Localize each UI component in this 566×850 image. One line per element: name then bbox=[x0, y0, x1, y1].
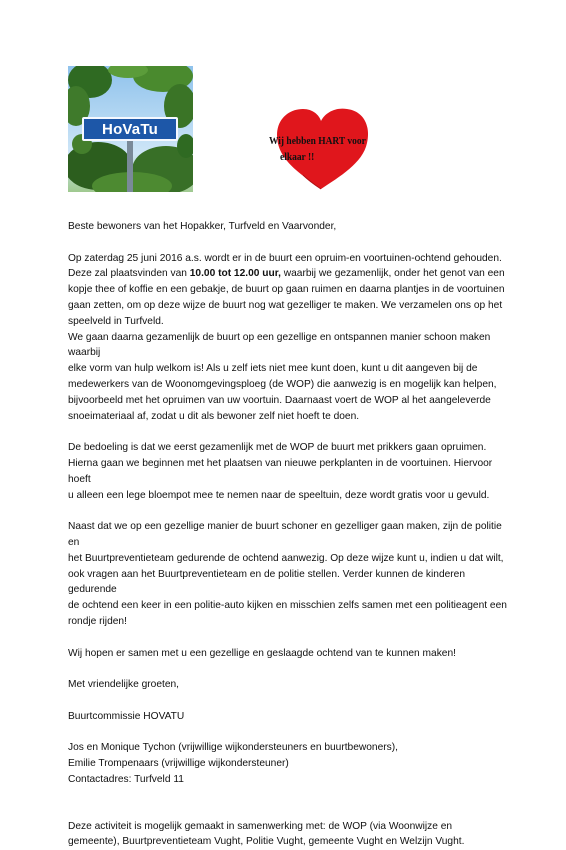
paragraph-4-line: de ochtend een keer in een politie-auto kijken en misschien zelfs samen met een politieagent een bbox=[68, 600, 507, 612]
greeting: Beste bewoners van het Hopakker, Turfveld en Vaarvonder, bbox=[68, 221, 337, 232]
sender: Buurtcommissie HOVATU bbox=[68, 710, 185, 722]
paragraph-2-line: medewerkers van de Woonomgevingsploeg (de WOP) die aanwezig is en mogelijk kan helpen, bbox=[68, 378, 497, 390]
heart-text-line1: Wij hebben HART voor bbox=[269, 135, 366, 147]
paragraph-2-line: elke vorm van hulp welkom is! Als u zelf iets niet mee kunt doen, kunt u dit aangeven bij de bbox=[68, 363, 478, 375]
signatories-line: Jos en Monique Tychon (vrijwillige wijkondersteuners en buurtbewoners), bbox=[68, 742, 398, 754]
paragraph-1-line: kopje thee of koffie en een gebakje, de buurt op gaan ruimen en daarna plantjes in de voortuinen bbox=[68, 284, 505, 296]
footer-line: gemeente), Buurtpreventieteam Vught, Politie Vught, gemeente Vught en Welzijn Vught. bbox=[68, 836, 465, 848]
paragraph-1-line: gaan zetten, om op deze wijze de buurt nog wat gezelliger te maken. We verzamelen ons op het bbox=[68, 299, 503, 311]
paragraph-1-line bbox=[68, 266, 508, 282]
letter-body bbox=[68, 219, 508, 850]
paragraph-4-line: ook vragen aan het Buurtpreventieteam en de politie stellen. Verder kunnen de kinderen gedurende bbox=[68, 568, 466, 596]
paragraph-2-line: We gaan daarna gezamenlijk de buurt op een gezellige en ontspannen manier schoon maken waarbij bbox=[68, 331, 491, 359]
paragraph-2-line: snoeimateriaal af, zodat u dit als bewoner zelf niet hoeft te doen. bbox=[68, 410, 360, 422]
hovatu-logo bbox=[68, 66, 193, 192]
paragraph-3-line: u alleen een lege bloempot mee te nemen naar de speeltuin, deze wordt gratis voor u gevuld. bbox=[68, 489, 490, 501]
paragraph-4-line: het Buurtpreventieteam gedurende de ochtend aanwezig. Op deze wijze kunt u, indien u dat wilt, bbox=[68, 552, 504, 564]
heart-text-line2: elkaar !! bbox=[280, 151, 315, 163]
text-span: Deze zal plaatsvinden van bbox=[68, 268, 190, 280]
signatories-line: Emilie Trompenaars (vrijwillige wijkondersteuner) bbox=[68, 758, 289, 770]
street-sign bbox=[82, 117, 178, 141]
paragraph-3-line: Hierna gaan we beginnen met het plaatsen van nieuwe perkplanten in de voortuinen. Hiervoor hoeft bbox=[68, 457, 493, 485]
paragraph-4-line: rondje rijden! bbox=[68, 615, 127, 627]
paragraph-1-line: speelveld in Turfveld. bbox=[68, 315, 164, 327]
paragraph-4-line: Naast dat we op een gezellige manier de buurt schoner en gezelliger gaan maken, zijn de politie en bbox=[68, 521, 502, 548]
text-span: waarbij we gezamenlijk, onder het genot van een bbox=[280, 268, 505, 280]
heart-logo bbox=[263, 105, 375, 193]
street-sign-text: HoVaTu bbox=[102, 120, 158, 138]
paragraph-1-line: Op zaterdag 25 juni 2016 a.s. wordt er in de buurt een opruim-en voortuinen-ochtend gehouden. bbox=[68, 252, 502, 264]
contact-address: Contactadres: Turfveld 11 bbox=[68, 773, 184, 785]
event-time: 10.00 tot 12.00 uur, bbox=[189, 268, 281, 280]
closing: Met vriendelijke groeten, bbox=[68, 679, 179, 691]
paragraph-3-line: De bedoeling is dat we eerst gezamenlijk met de WOP de buurt met prikkers gaan opruimen. bbox=[68, 442, 487, 454]
paragraph-2-line: bijvoorbeeld met het opruimen van uw voortuin. Daarnaast voert de WOP al het aangeleverde bbox=[68, 394, 491, 406]
heart-icon bbox=[263, 105, 375, 193]
paragraph-5: Wij hopen er samen met u een gezellige en geslaagde ochtend van te kunnen maken! bbox=[68, 647, 456, 659]
footer-line: Deze activiteit is mogelijk gemaakt in samenwerking met: de WOP (via Woonwijze en bbox=[68, 820, 453, 832]
